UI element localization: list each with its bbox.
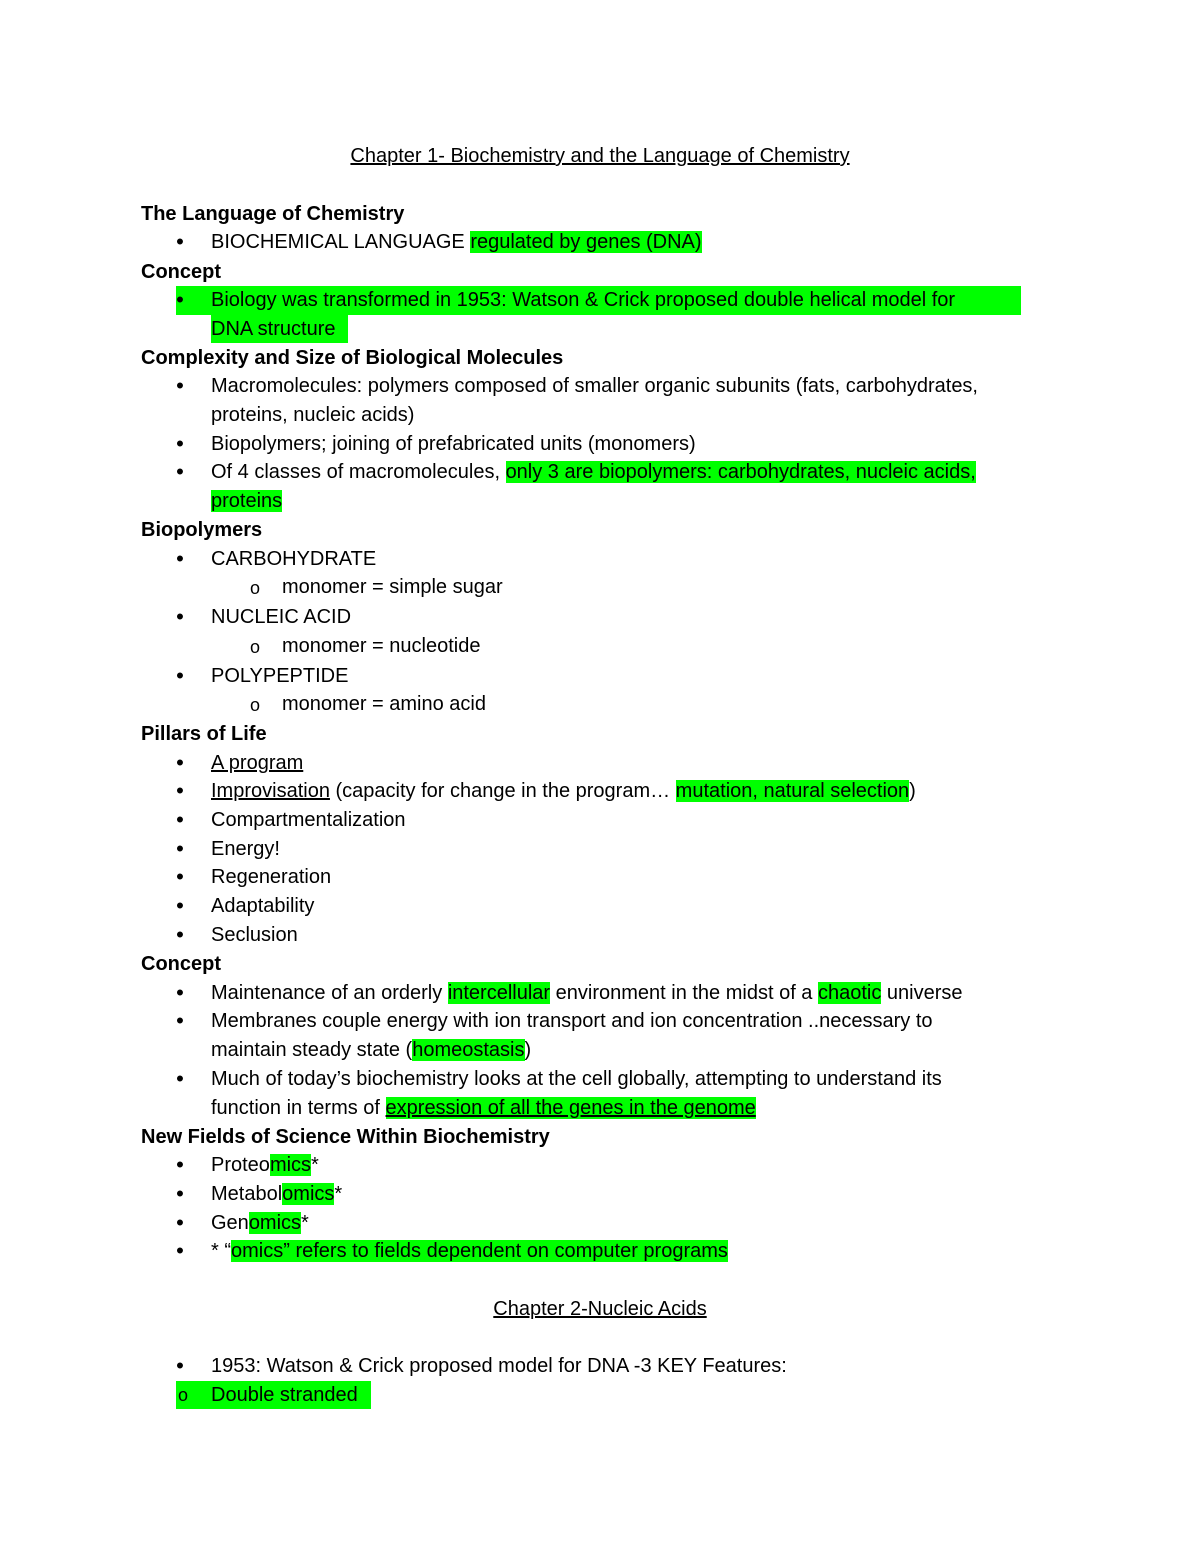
heading-pillars-of-life: Pillars of Life [141,723,267,745]
bullet-icon: • [176,287,184,312]
bullet-icon: • [176,431,184,456]
list-item: Maintenance of an orderly intercellular environment in the midst of a chaotic universe [211,982,963,1004]
list-item: BIOCHEMICAL LANGUAGE regulated by genes (DNA) [211,231,702,253]
bullet-icon: • [176,922,184,947]
heading-concept: Concept [141,261,221,283]
bullet-icon: • [176,778,184,803]
bullet-icon: • [176,807,184,832]
list-item: CARBOHYDRATE [211,548,377,570]
heading-biopolymers: Biopolymers [141,519,263,541]
heading-new-fields: New Fields of Science Within Biochemistry [141,1126,550,1148]
list-item: Adaptability [211,895,315,917]
list-item: Proteomics* [211,1154,319,1176]
list-item: Macromolecules: polymers composed of smaller organic subunits (fats, carbohydrates, proteins, nucleic acids) [211,375,978,426]
bullet-icon: • [176,604,184,629]
heading-complexity: Complexity and Size of Biological Molecules [141,347,564,369]
list-item: * “omics” refers to fields dependent on computer programs [211,1240,728,1262]
sub-list-item: monomer = nucleotide [282,635,481,657]
list-item: Metabolomics* [211,1183,343,1205]
bullet-icon: • [176,1066,184,1091]
list-item: Biology was transformed in 1953: Watson & Crick proposed double helical model for DNA structure [211,289,956,340]
list-item: 1953: Watson & Crick proposed model for DNA -3 KEY Features: [211,1355,787,1377]
sub-list-item: monomer = amino acid [282,693,486,715]
list-item: Genomics* [211,1212,309,1234]
bullet-icon: • [176,1008,184,1033]
bullet-icon: • [176,1353,184,1378]
list-item: Energy! [211,838,280,860]
heading-concept: Concept [141,953,221,975]
bullet-icon: • [176,893,184,918]
bullet-icon: • [176,836,184,861]
list-item: Biopolymers; joining of prefabricated units (monomers) [211,433,696,455]
bullet-icon: • [176,373,184,398]
list-item: Seclusion [211,924,298,946]
list-item: Of 4 classes of macromolecules, only 3 are biopolymers: carbohydrates, nucleic acids, proteins [211,461,976,512]
bullet-icon: • [176,1238,184,1263]
bullet-icon: • [176,864,184,889]
bullet-icon: • [176,546,184,571]
list-item: Much of today’s biochemistry looks at the cell globally, attempting to understand its function in terms of expression of all the genes in the genome [211,1068,942,1119]
list-item: NUCLEIC ACID [211,606,352,628]
list-item: Double stranded [211,1384,358,1406]
sub-list-item: monomer = simple sugar [282,576,503,598]
circle-bullet-icon: o [249,637,260,657]
circle-bullet-icon: o [177,1385,188,1405]
bullet-icon: • [176,1181,184,1206]
circle-bullet-icon: o [249,695,260,715]
heading-language-of-chemistry: The Language of Chemistry [141,203,405,225]
bullet-icon: • [176,750,184,775]
list-item: Compartmentalization [211,809,406,831]
list-item: A program [211,752,304,774]
list-item: POLYPEPTIDE [211,665,349,687]
bullet-icon: • [176,1210,184,1235]
chapter-2-title: Chapter 2-Nucleic Acids [493,1298,707,1320]
list-item: Regeneration [211,866,332,888]
list-item: Membranes couple energy with ion transport and ion concentration ..necessary to maintain steady state (homeostasis) [211,1010,933,1061]
circle-bullet-icon: o [249,578,260,598]
bullet-icon: • [176,663,184,688]
bullet-icon: • [176,980,184,1005]
chapter-1-title: Chapter 1- Biochemistry and the Language of Chemistry [350,145,850,167]
bullet-icon: • [176,229,184,254]
bullet-icon: • [176,459,184,484]
bullet-icon: • [176,1152,184,1177]
list-item: Improvisation (capacity for change in the program… mutation, natural selection) [211,780,916,802]
